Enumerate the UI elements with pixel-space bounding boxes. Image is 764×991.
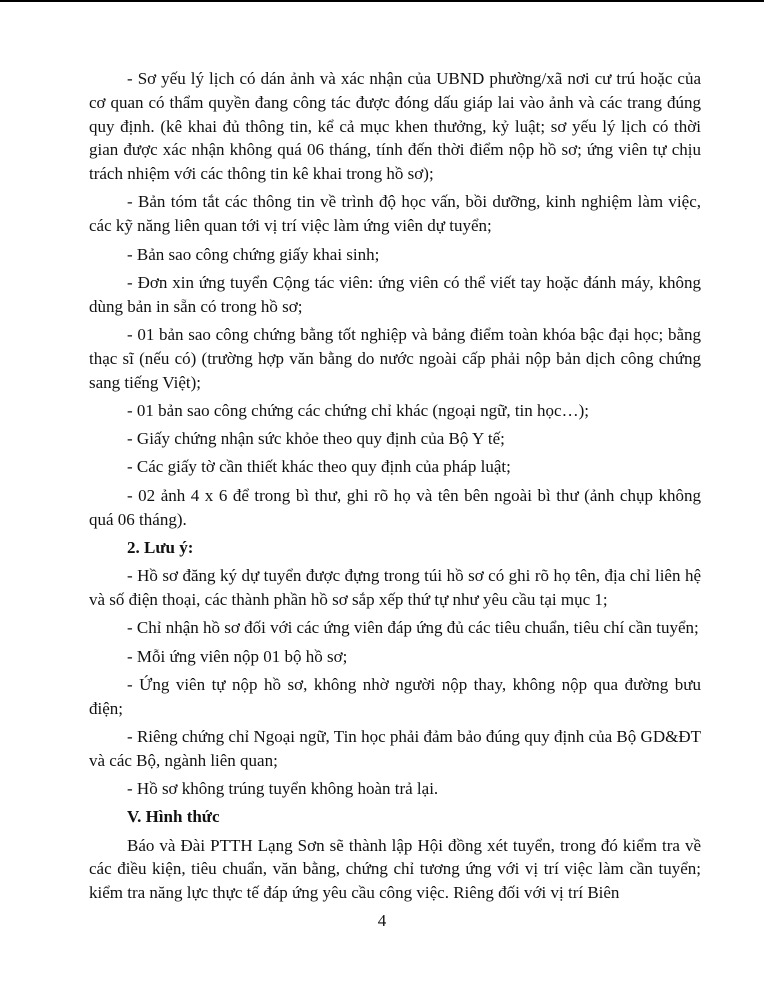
paragraph-chung-chi-khac: - 01 bản sao công chứng các chứng chỉ khác (ngoại ngữ, tin học…); xyxy=(127,400,589,420)
paragraph-anh-4x6: - 02 ảnh 4 x 6 để trong bì thư, ghi rõ họ và tên bên ngoài bì thư (ảnh chụp không quá 06 tháng). xyxy=(89,485,701,529)
paragraph-giay-khai-sinh: - Bản sao công chứng giấy khai sinh; xyxy=(127,244,380,264)
paragraph-bang-tot-nghiep: - 01 bản sao công chứng bằng tốt nghiệp và bảng điểm toàn khóa bậc đại học; bằng thạc sĩ (nếu có) (trường hợp văn bằng do nước ngoài cấp phải nộp bản dịch công chứng sang tiếng Việt); xyxy=(89,324,701,392)
section-heading-hinh-thuc: V. Hình thức xyxy=(127,807,220,827)
paragraph-chi-nhan-ho-so: - Chỉ nhận hồ sơ đối với các ứng viên đáp ứng đủ các tiêu chuẩn, tiêu chí cần tuyển; xyxy=(127,618,699,638)
paragraph-don-xin-ung-tuyen: - Đơn xin ứng tuyển Cộng tác viên: ứng viên có thể viết tay hoặc đánh máy, không dùng bản in sẵn có trong hồ sơ; xyxy=(89,272,701,316)
paragraph-moi-ung-vien: - Mỗi ứng viên nộp 01 bộ hồ sơ; xyxy=(127,646,348,666)
paragraph-so-yeu-ly-lich: - Sơ yếu lý lịch có dán ảnh và xác nhận của UBND phường/xã nơi cư trú hoặc của cơ quan có thẩm quyền đang công tác được đóng dấu giáp lai vào ảnh và các trang đúng quy định. (kê khai đủ thông tin, kể cả mục khen thưởng, kỷ luật; sơ yếu lý lịch có thời gian được xác nhận không quá 06 tháng, tính đến thời điểm nộp hồ sơ; ứng viên tự chịu trách nhiệm với các thông tin kê khai trong hồ sơ); xyxy=(89,69,701,184)
paragraph-giay-to-khac: - Các giấy tờ cần thiết khác theo quy định của pháp luật; xyxy=(127,457,511,477)
paragraph-tu-nop-ho-so: - Ứng viên tự nộp hồ sơ, không nhờ người nộp thay, không nộp qua đường bưu điện; xyxy=(89,674,701,718)
page-number: 4 xyxy=(377,911,387,930)
top-border-line xyxy=(0,0,764,2)
paragraph-ban-tom-tat: - Bản tóm tắt các thông tin về trình độ học vấn, bồi dưỡng, kinh nghiệm làm việc, các kỹ năng liên quan tới vị trí việc làm ứng viên dự tuyển; xyxy=(89,192,701,236)
section-heading-luu-y: 2. Lưu ý: xyxy=(127,537,194,557)
paragraph-tui-ho-so: - Hồ sơ đăng ký dự tuyển được đựng trong túi hồ sơ có ghi rõ họ tên, địa chỉ liên hệ và số điện thoại, các thành phần hồ sơ sắp xếp thứ tự như yêu cầu tại mục 1; xyxy=(89,566,701,609)
paragraph-hoi-dong-xet-tuyen: Báo và Đài PTTH Lạng Sơn sẽ thành lập Hội đồng xét tuyển, trong đó kiểm tra về các điều kiện, tiêu chuẩn, văn bằng, chứng chỉ tương ứng với vị trí việc làm cần tuyển; kiểm tra năng lực thực tế đáp ứng yêu cầu công việc. Riêng đối với vị trí Biên xyxy=(89,835,701,903)
paragraph-khong-hoan-tra: - Hồ sơ không trúng tuyển không hoàn trả lại. xyxy=(127,779,439,799)
paragraph-ngoai-ngu-tin-hoc: - Riêng chứng chỉ Ngoại ngữ, Tin học phải đảm bảo đúng quy định của Bộ GD&ĐT và các Bộ, ngành liên quan; xyxy=(89,726,701,770)
document-page-body xyxy=(89,67,701,910)
paragraph-giay-suc-khoe: - Giấy chứng nhận sức khỏe theo quy định của Bộ Y tế; xyxy=(127,429,505,449)
